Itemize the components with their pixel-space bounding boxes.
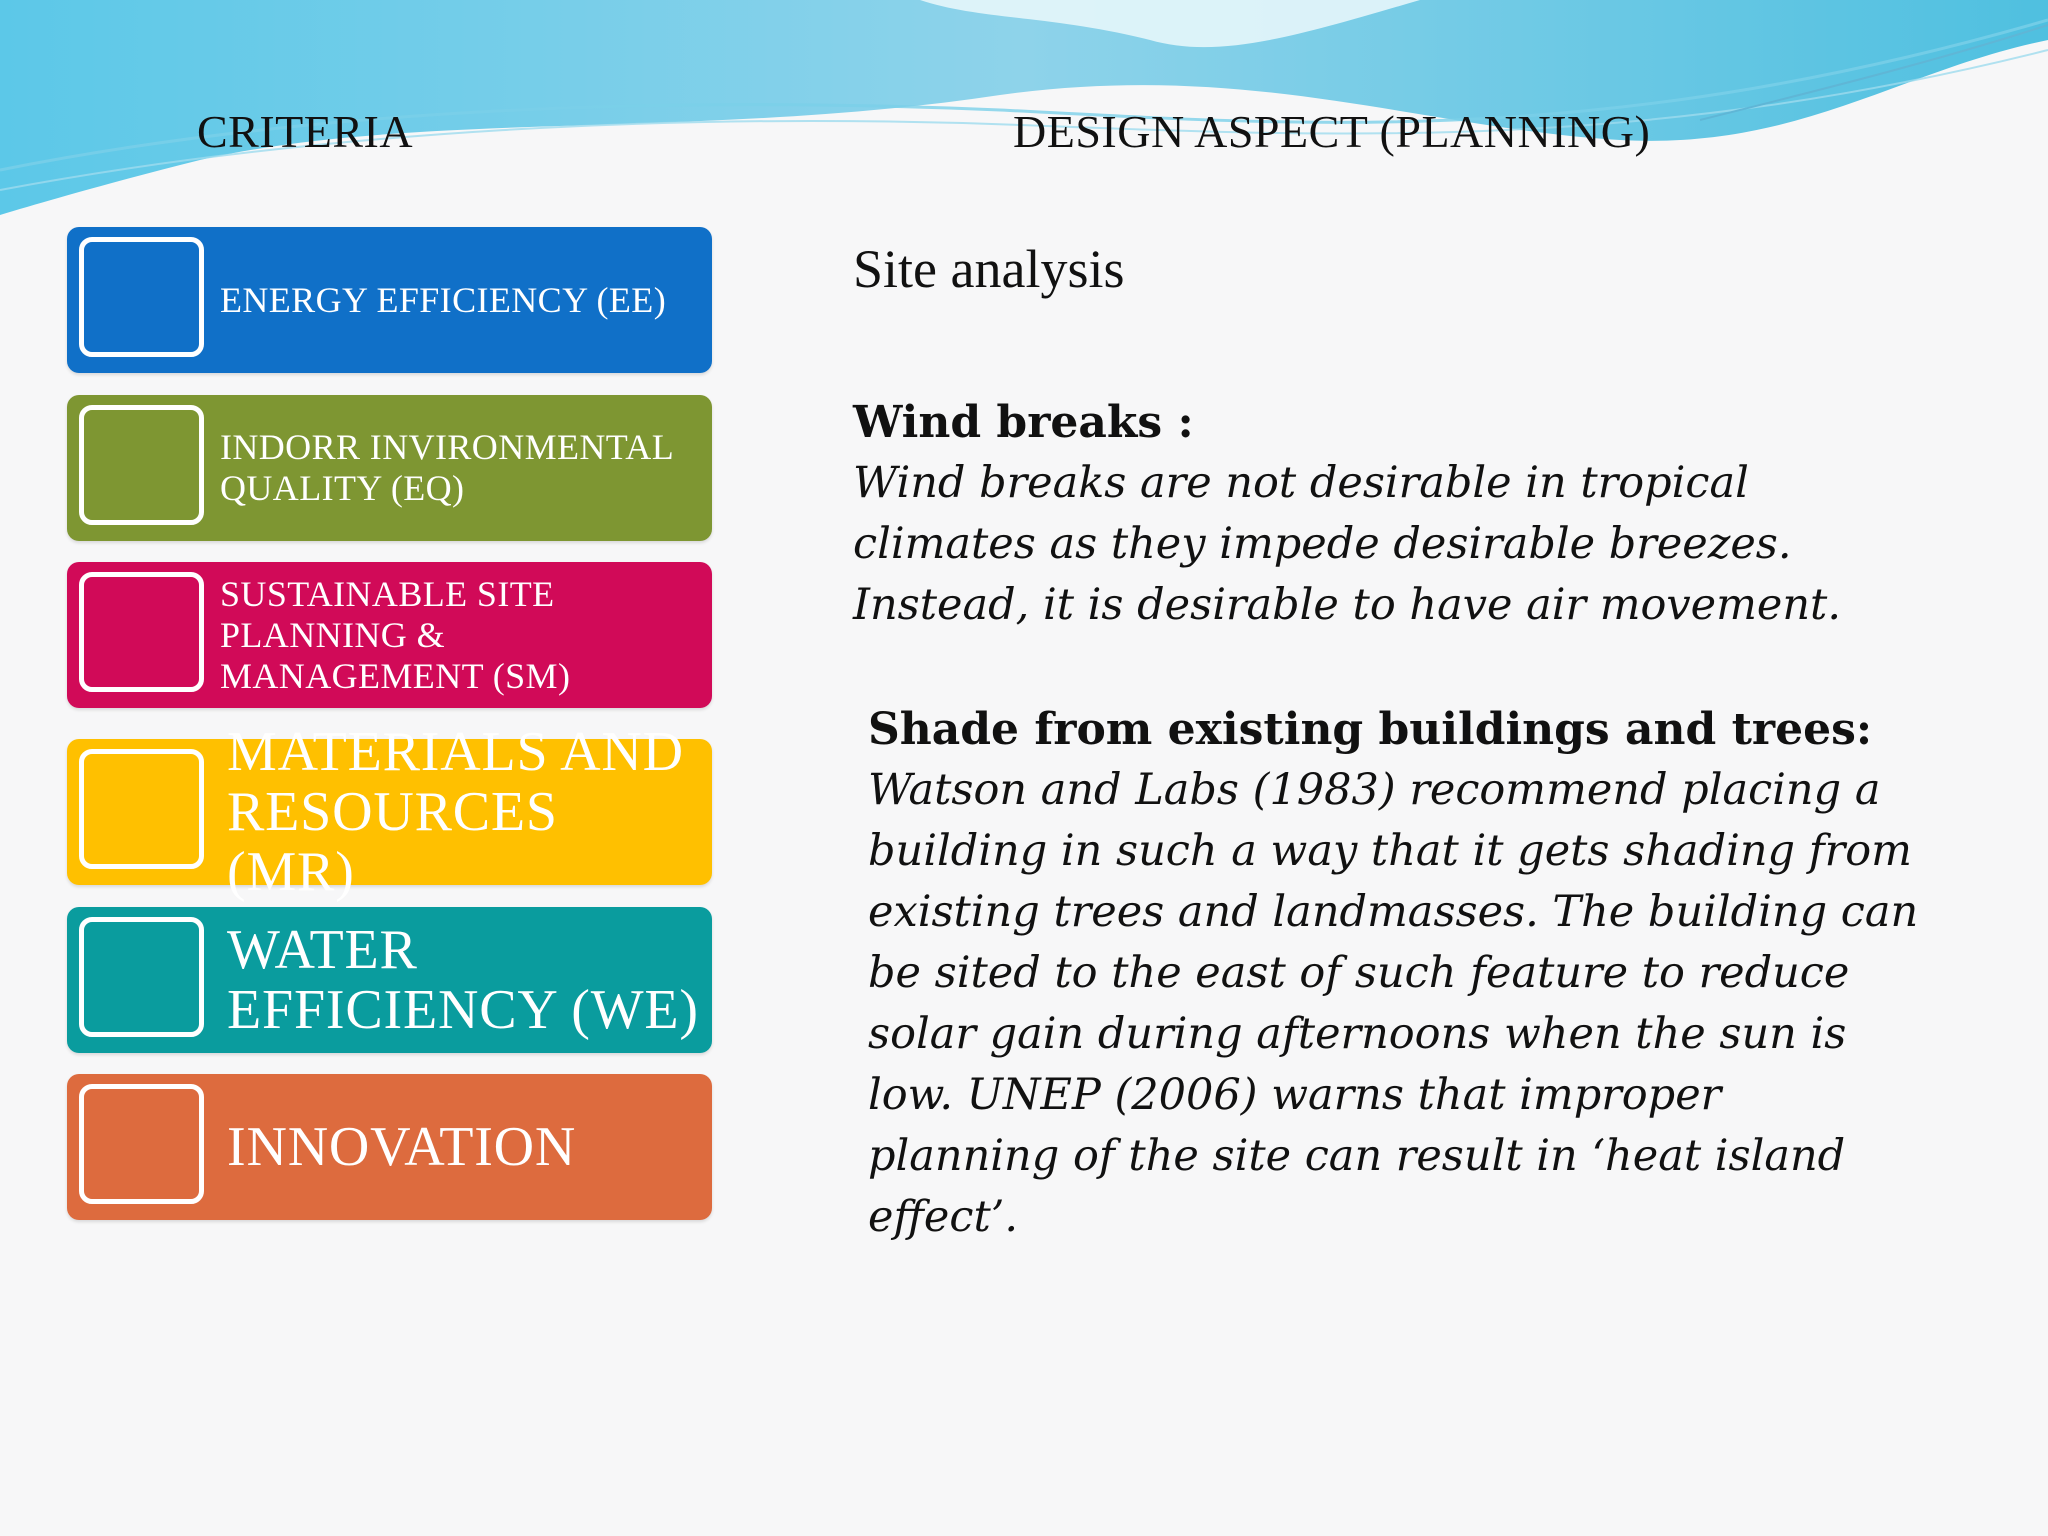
criteria-box-marker (79, 237, 204, 357)
shade-text: Watson and Labs (1983) recommend placing a building in such a way that it gets shading from existing trees and landmasses. The building can be sited to the east of such feature to reduce solar gain during afternoons when the sun is low. UNEP (2006) warns that improper planning of the site can result in ‘heat island effect’. (868, 765, 1919, 1242)
criteria-box-label: INDORR INVIRONMENTAL QUALITY (EQ) (220, 427, 675, 508)
criteria-box-marker (79, 405, 204, 525)
criteria-box-materials-resources (67, 721, 712, 903)
criteria-box-label: SUSTAINABLE SITE PLANNING & MANAGEMENT (SM) (220, 573, 571, 696)
criteria-box-marker (79, 917, 204, 1037)
shade-heading: Shade from existing buildings and trees: (868, 704, 1873, 755)
criteria-box-label: MATERIALS AND RESOURCES (MR) (227, 721, 684, 903)
criteria-box-indoor-environmental-quality (67, 395, 712, 541)
wind-breaks-text: Wind breaks are not desirable in tropical climates as they impede desirable breezes. Instead, it is desirable to have air movement. (853, 458, 1841, 630)
wind-breaks-section (853, 393, 1853, 636)
criteria-box-marker (79, 1084, 204, 1204)
criteria-box-label: ENERGY EFFICIENCY (EE) (220, 279, 667, 320)
criteria-box-innovation (67, 1074, 712, 1220)
site-analysis-title: Site analysis (853, 239, 1125, 299)
criteria-box-label: INNOVATION (227, 1116, 577, 1178)
criteria-box-energy-efficiency (67, 227, 712, 373)
criteria-box-water-efficiency (67, 907, 712, 1053)
criteria-box-marker (79, 749, 204, 869)
criteria-box-label: WATER EFFICIENCY (WE) (227, 919, 699, 1041)
criteria-box-sustainable-site-planning (67, 562, 712, 708)
wind-breaks-heading: Wind breaks : (853, 397, 1194, 448)
criteria-header: CRITERIA (197, 106, 414, 157)
shade-section (868, 700, 1928, 1248)
design-aspect-header: DESIGN ASPECT (PLANNING) (1013, 106, 1651, 157)
criteria-box-marker (79, 572, 204, 692)
